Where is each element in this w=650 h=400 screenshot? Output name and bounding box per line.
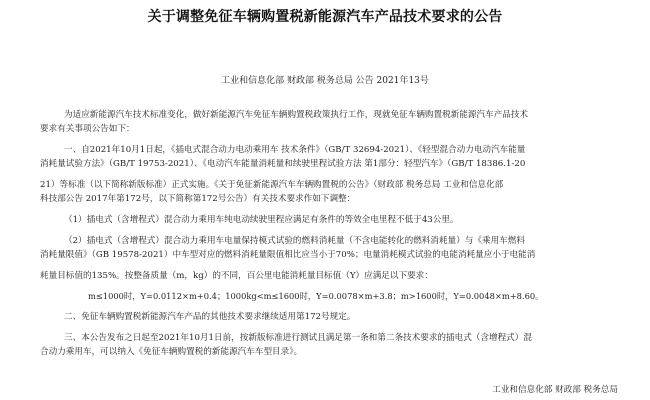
body-line: 要求有关事项公告如下： xyxy=(40,124,135,134)
body-line: 合动力乘用车，可以纳入《免征车辆购置税的新能源汽车车型目录》。 xyxy=(40,347,303,357)
body-line: 三、本公告发布之日起至2021年10月1日前，按新版标准进行测试且满足第一条和第二条技术要求的插电式（含增程式）混 xyxy=(64,333,532,343)
signature: 工业和信息化部 财政部 税务总局 xyxy=(492,385,618,395)
body-line: 耗量目标值的135%。按整备质量（m，kg）的不同，百公里电能消耗量目标值（Y）应满足以下要求： xyxy=(40,271,433,281)
document-title: 关于调整免征车辆购置税新能源汽车产品技术要求的公告 xyxy=(147,9,503,25)
body-line: 科技部公告 2017年第172号，以下简称第172号公告）有关技术要求作如下调整： xyxy=(40,194,356,204)
body-line: （2）插电式（含增程式）混合动力乘用车电量保持模式试验的燃料消耗量（不含电能转化的燃料消耗量）与《乘用车燃料 xyxy=(64,236,525,246)
formula-line: m≤1000时，Y=0.0112×m+0.4；1000kg<m≤1600时，Y=0.0078×m+3.8；m>1600时，Y=0.0048×m+8.60。 xyxy=(88,291,544,301)
body-line: 二、免征车辆购置税新能源汽车产品的其他技术要求继续适用第172号规定。 xyxy=(64,312,356,322)
body-line: 一、自2021年10月1日起，《插电式混合动力电动乘用车 技术条件》（GB/T 32694-2021）、《轻型混合动力电动汽车能量 xyxy=(64,145,526,155)
body-line: 为适应新能源汽车技术标准变化，做好新能源汽车免征车辆购置税政策执行工作，现就免征车辆购置税新能源汽车产品技术 xyxy=(64,110,529,120)
body-line: （1）插电式（含增程式）混合动力乘用车纯电动续驶里程应满足有条件的等效全电里程不低于43公里。 xyxy=(64,215,459,225)
body-line: 消耗量试验方法》（GB/T 19753-2021）、《电动汽车能量消耗量和续驶里程试验方法 第1部分：轻型汽车》（GB/T 18386.1-20 xyxy=(40,159,526,169)
body-line: 21）等标准（以下简称新版标准）正式实施。《关于免征新能源汽车车辆购置税的公告》（财政部 税务总局 工业和信息化部 xyxy=(40,180,504,190)
document-number: 工业和信息化部 财政部 税务总局 公告 2021年13号 xyxy=(221,76,429,86)
body-line: 消耗量限值》（GB 19578-2021）中车型对应的燃料消耗量限值相比应当小于70%；电量消耗模式试验的电能消耗量应小于电能消 xyxy=(40,250,536,260)
